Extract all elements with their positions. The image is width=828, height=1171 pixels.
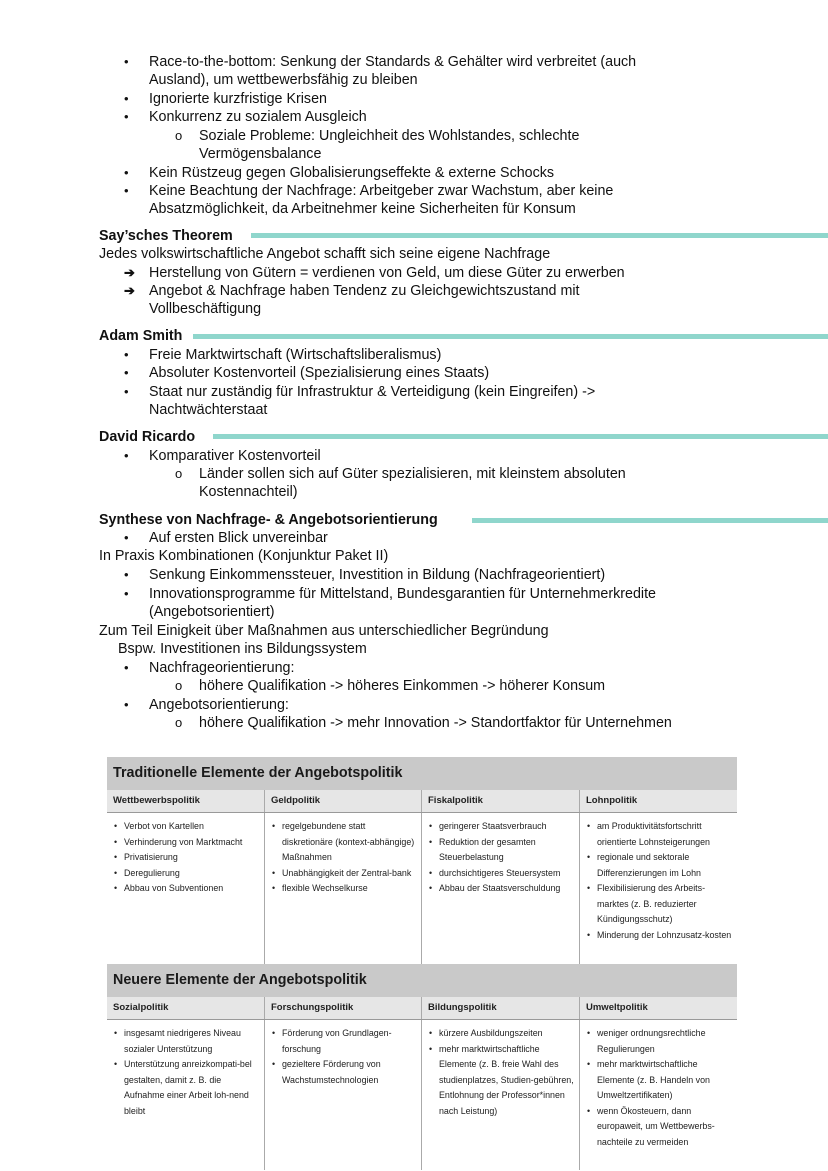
text-line: Angebotsorientierung: bbox=[149, 697, 289, 713]
table-cell bbox=[421, 1020, 579, 1170]
text-line: Kein Rüstzeug gegen Globalisierungseffekte & externe Schocks bbox=[149, 165, 555, 181]
table-cell bbox=[107, 813, 264, 965]
text-line: Länder sollen sich auf Güter spezialisieren, mit kleinstem absoluten bbox=[199, 466, 626, 482]
cell-list bbox=[271, 1026, 417, 1088]
text-line: Freie Marktwirtschaft (Wirtschaftsliberalismus) bbox=[149, 347, 442, 363]
table-header-cell: Bildungspolitik bbox=[421, 997, 579, 1019]
text-line: Bspw. Investitionen ins Bildungssystem bbox=[118, 641, 367, 657]
bullet-icon: • bbox=[124, 530, 129, 545]
list-item: • regelgebundene statt diskretionäre (kontext-abhängige) Maßnahmen bbox=[271, 819, 417, 866]
table-cell bbox=[579, 813, 737, 965]
list-item: • Deregulierung bbox=[113, 866, 260, 882]
table-title: Traditionelle Elemente der Angebotspolitik bbox=[107, 757, 737, 790]
list-item: • insgesamt niedrigeres Niveau sozialer Unterstützung bbox=[113, 1026, 260, 1057]
section-heading-synthese: Synthese von Nachfrage- & Angebotsorientierung bbox=[99, 512, 438, 528]
list-item: • Unterstützung anreizkompati-bel gestalten, damit z. B. die Aufnahme einer Arbeit loh-nend bleibt bbox=[113, 1057, 260, 1119]
text-line: Race-to-the-bottom: Senkung der Standards & Gehälter wird verbreitet (auch bbox=[149, 54, 637, 70]
heading-rule bbox=[193, 334, 828, 339]
table-header-cell: Sozialpolitik bbox=[113, 1002, 169, 1013]
bullet-icon: • bbox=[124, 586, 129, 601]
bullet-icon: • bbox=[124, 567, 129, 582]
list-item: • geringerer Staatsverbrauch bbox=[428, 819, 575, 835]
cell-list bbox=[113, 1026, 260, 1119]
table-header-cell: Fiskalpolitik bbox=[421, 790, 579, 812]
list-item: • mehr marktwirtschaftliche Elemente (z. B. freie Wahl des studienplatzes, Studien-gebühren, Entlohnung der Professor*innen nach Leistung) bbox=[428, 1042, 575, 1120]
list-item: • Förderung von Grundlagen-forschung bbox=[271, 1026, 417, 1057]
text-line: Herstellung von Gütern = verdienen von Geld, um diese Güter zu erwerben bbox=[149, 265, 625, 281]
bullet-icon: • bbox=[124, 660, 129, 675]
cell-list bbox=[428, 1026, 575, 1119]
text-line: In Praxis Kombinationen (Konjunktur Paket II) bbox=[99, 548, 389, 564]
table-cell bbox=[421, 813, 579, 965]
list-item: • regionale und sektorale Differenzierungen im Lohn bbox=[586, 850, 733, 881]
circle-bullet-icon: o bbox=[175, 466, 183, 481]
list-item: • Unabhängigkeit der Zentral-bank bbox=[271, 866, 417, 882]
text-line: Angebot & Nachfrage haben Tendenz zu Gleichgewichtszustand mit bbox=[149, 283, 580, 299]
cell-list bbox=[113, 819, 260, 897]
text-line: Auf ersten Blick unvereinbar bbox=[149, 530, 328, 546]
table-header-row bbox=[107, 997, 737, 1020]
heading-rule bbox=[251, 233, 828, 238]
table-header-cell: Forschungspolitik bbox=[264, 997, 421, 1019]
bullet-icon: • bbox=[124, 183, 129, 198]
cell-list bbox=[428, 819, 575, 897]
list-item: • Abbau von Subventionen bbox=[113, 881, 260, 897]
text-line: Absatzmöglichkeit, da Arbeitnehmer keine Sicherheiten für Konsum bbox=[149, 201, 576, 217]
list-item: • flexible Wechselkurse bbox=[271, 881, 417, 897]
table-traditionelle-elemente bbox=[107, 757, 737, 965]
bullet-icon: • bbox=[124, 165, 129, 180]
text-line: höhere Qualifikation -> höheres Einkommen -> höherer Konsum bbox=[199, 678, 606, 694]
section-heading-ricardo: David Ricardo bbox=[99, 429, 196, 445]
text-line: Keine Beachtung der Nachfrage: Arbeitgeber zwar Wachstum, aber keine bbox=[149, 183, 614, 199]
table-body-row bbox=[107, 813, 737, 965]
text-line: Konkurrenz zu sozialem Ausgleich bbox=[149, 109, 367, 125]
text-line: Senkung Einkommenssteuer, Investition in Bildung (Nachfrageorientiert) bbox=[149, 567, 606, 583]
text-line: Staat nur zuständig für Infrastruktur & Verteidigung (kein Eingreifen) -> bbox=[149, 384, 596, 400]
text-line: Absoluter Kostenvorteil (Spezialisierung eines Staats) bbox=[149, 365, 490, 381]
text-line: Soziale Probleme: Ungleichheit des Wohlstandes, schlechte bbox=[199, 128, 580, 144]
arrow-icon: ➔ bbox=[124, 265, 135, 280]
text-line: Ausland), um wettbewerbsfähig zu bleiben bbox=[149, 72, 418, 88]
text-line: Jedes volkswirtschaftliche Angebot schafft sich seine eigene Nachfrage bbox=[99, 246, 551, 262]
text-line: Nachfrageorientierung: bbox=[149, 660, 295, 676]
list-item: • mehr marktwirtschaftliche Elemente (z. B. Handeln von Umweltzertifikaten) bbox=[586, 1057, 733, 1104]
bullet-icon: • bbox=[124, 365, 129, 380]
heading-rule bbox=[213, 434, 828, 439]
table-cell bbox=[579, 1020, 737, 1170]
list-item: • wenn Ökosteuern, dann europaweit, um Wettbewerbs-nachteile zu vermeiden bbox=[586, 1104, 733, 1151]
text-line: Kostennachteil) bbox=[199, 484, 298, 500]
arrow-icon: ➔ bbox=[124, 283, 135, 298]
table-header-cell: Wettbewerbspolitik bbox=[113, 795, 200, 806]
bullet-icon: • bbox=[124, 697, 129, 712]
list-item: • Verhinderung von Marktmacht bbox=[113, 835, 260, 851]
text-line: (Angebotsorientiert) bbox=[149, 604, 275, 620]
table-body-row bbox=[107, 1020, 737, 1170]
text-line: Komparativer Kostenvorteil bbox=[149, 448, 321, 464]
bullet-icon: • bbox=[124, 448, 129, 463]
table-neuere-elemente bbox=[107, 964, 737, 1170]
list-item: • Minderung der Lohnzusatz-kosten bbox=[586, 928, 733, 944]
section-heading-say: Say’sches Theorem bbox=[99, 228, 233, 244]
bullet-icon: • bbox=[124, 109, 129, 124]
heading-rule bbox=[472, 518, 828, 523]
table-header-row bbox=[107, 790, 737, 813]
bullet-icon: • bbox=[124, 91, 129, 106]
list-item: • durchsichtigeres Steuersystem bbox=[428, 866, 575, 882]
bullet-icon: • bbox=[124, 347, 129, 362]
list-item: • am Produktivitätsfortschritt orientierte Lohnsteigerungen bbox=[586, 819, 733, 850]
table-header-cell: Geldpolitik bbox=[264, 790, 421, 812]
table-header-cell: Lohnpolitik bbox=[579, 790, 737, 812]
text-line: höhere Qualifikation -> mehr Innovation -> Standortfaktor für Unternehmen bbox=[199, 715, 672, 731]
section-heading-smith: Adam Smith bbox=[99, 328, 183, 344]
text-line: Vermögensbalance bbox=[199, 146, 322, 162]
list-item: • Abbau der Staatsverschuldung bbox=[428, 881, 575, 897]
list-item: • gezieltere Förderung von Wachstumstechnologien bbox=[271, 1057, 417, 1088]
circle-bullet-icon: o bbox=[175, 715, 183, 730]
bullet-icon: • bbox=[124, 384, 129, 399]
table-title: Neuere Elemente der Angebotspolitik bbox=[107, 964, 737, 997]
bullet-icon: • bbox=[124, 54, 129, 69]
text-line: Innovationsprogramme für Mittelstand, Bundesgarantien für Unternehmerkredite bbox=[149, 586, 657, 602]
list-item: • Reduktion der gesamten Steuerbelastung bbox=[428, 835, 575, 866]
circle-bullet-icon: o bbox=[175, 678, 183, 693]
table-cell bbox=[264, 1020, 421, 1170]
cell-list bbox=[271, 819, 417, 897]
text-line: Vollbeschäftigung bbox=[149, 301, 262, 317]
table-cell bbox=[107, 1020, 264, 1170]
text-line: Zum Teil Einigkeit über Maßnahmen aus unterschiedlicher Begründung bbox=[99, 623, 549, 639]
list-item: • weniger ordnungsrechtliche Regulierungen bbox=[586, 1026, 733, 1057]
cell-list bbox=[586, 819, 733, 943]
circle-bullet-icon: o bbox=[175, 128, 183, 143]
list-item: • kürzere Ausbildungszeiten bbox=[428, 1026, 575, 1042]
list-item: • Flexibilisierung des Arbeits-marktes (z. B. reduzierter Kündigungsschutz) bbox=[586, 881, 733, 928]
list-item: • Privatisierung bbox=[113, 850, 260, 866]
text-line: Ignorierte kurzfristige Krisen bbox=[149, 91, 327, 107]
table-cell bbox=[264, 813, 421, 965]
cell-list bbox=[586, 1026, 733, 1150]
text-line: Nachtwächterstaat bbox=[149, 402, 268, 418]
table-header-cell: Umweltpolitik bbox=[579, 997, 737, 1019]
list-item: • Verbot von Kartellen bbox=[113, 819, 260, 835]
